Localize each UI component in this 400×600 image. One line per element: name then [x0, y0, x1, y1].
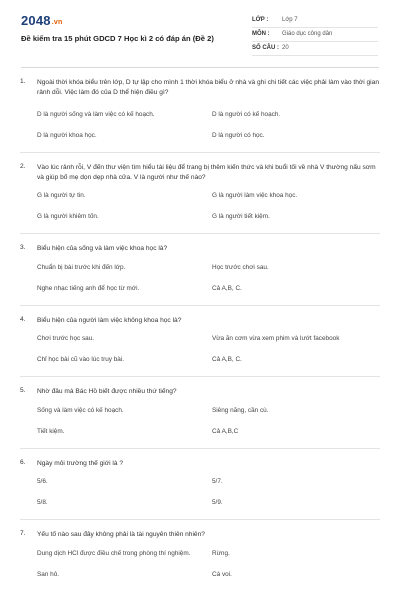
- question: [0, 316, 400, 377]
- meta-label: LỚP :: [252, 17, 269, 23]
- question-number: 3.: [20, 244, 26, 251]
- answer-option[interactable]: Dung dịch HCl được điều chế trong phòng thí nghiệm.: [37, 549, 191, 557]
- answer-option[interactable]: 5/7.: [212, 478, 223, 485]
- answer-options: [37, 477, 380, 519]
- meta-label: SỐ CÂU :: [252, 45, 279, 51]
- answer-option[interactable]: D là người có kế hoạch.: [212, 111, 281, 118]
- question: [0, 163, 400, 233]
- question-number: 6.: [20, 458, 26, 466]
- answer-options: [37, 406, 380, 448]
- answer-options: [37, 334, 380, 376]
- meta-info: [252, 14, 378, 56]
- answer-options: [37, 110, 380, 152]
- answer-option[interactable]: Cả A,B, C.: [212, 356, 242, 363]
- answer-options: [37, 549, 380, 591]
- answer-option[interactable]: Tiết kiệm.: [37, 427, 65, 435]
- question-text: Ngoài thời khóa biểu trên lớp, D tự lập cho mình 1 thời khóa biểu ở nhà và ghi chi tiết các việc phải làm vào thời gian rảnh dỗi. Việc làm đó của D thể hiện điều gì?: [37, 79, 379, 96]
- answer-option[interactable]: San hô.: [37, 570, 60, 578]
- question-list: [0, 78, 400, 591]
- answer-option[interactable]: Chơi trước học sau.: [37, 335, 95, 342]
- question: [0, 530, 400, 591]
- meta-row-count: [252, 42, 378, 56]
- question-divider: [20, 152, 380, 153]
- question: [0, 459, 400, 520]
- question-number: 7.: [20, 530, 26, 537]
- answer-option[interactable]: Chỉ học bài cũ vào lúc truy bài.: [37, 356, 125, 363]
- question-number: 5.: [20, 387, 26, 394]
- question-divider: [20, 519, 380, 520]
- question-text: Yếu tố nào sau đây không phải là tài nguyên thiên nhiên?: [37, 531, 205, 538]
- answer-option[interactable]: G là người tự tin.: [37, 192, 86, 199]
- answer-option[interactable]: 5/9.: [212, 499, 223, 506]
- question-text: Vào lúc rảnh rỗi, V đến thư viện tìm hiểu tài liệu để trang bị thêm kiến thức và khi buổi tối về nhà V thường nấu sơm và giúp bố mẹ dọn dẹp nhà cửa. V là người như thế nào?: [37, 164, 376, 181]
- answer-option[interactable]: Cả A,B, C.: [212, 284, 242, 292]
- question-text: Ngày môi trường thế giới là ?: [37, 459, 123, 467]
- question-divider: [20, 233, 380, 234]
- answer-option[interactable]: G là người khiêm tốn.: [37, 213, 99, 220]
- meta-row-class: [252, 14, 378, 28]
- logo-suffix: .vn: [51, 19, 63, 26]
- answer-option[interactable]: G là người làm việc khoa học.: [212, 192, 298, 199]
- meta-value: Giáo dục công dân: [282, 31, 333, 37]
- meta-value: Lớp 7: [282, 17, 298, 23]
- question-text: Biểu hiện của người làm việc không khoa học là?: [37, 316, 182, 324]
- site-logo[interactable]: [21, 13, 62, 28]
- answer-option[interactable]: D là người khoa học.: [37, 132, 97, 139]
- answer-option[interactable]: 5/6.: [37, 478, 48, 485]
- answer-option[interactable]: Cá voi.: [212, 570, 232, 578]
- answer-option[interactable]: D là người sống và làm việc có kế hoạch.: [37, 111, 155, 118]
- question-divider: [20, 376, 380, 377]
- answer-option[interactable]: G là người tiết kiệm.: [212, 213, 270, 220]
- question: [0, 78, 400, 152]
- question-text: Nhờ đâu mà Bác Hồ biết được nhiều thứ tiếng?: [37, 388, 177, 395]
- answer-options: [37, 263, 380, 305]
- answer-option[interactable]: Chuẩn bị bài trước khi đến lớp.: [37, 263, 126, 271]
- answer-option[interactable]: Vừa ăn cơm vừa xem phim và lướt facebook: [212, 335, 340, 342]
- question-divider: [20, 305, 380, 306]
- answer-option[interactable]: Học trước chơi sau.: [212, 263, 269, 271]
- answer-option[interactable]: D là người có học.: [212, 132, 265, 139]
- meta-row-subject: [252, 28, 378, 42]
- meta-label: MÔN :: [252, 31, 270, 37]
- answer-option[interactable]: Cả A,B,C: [212, 427, 239, 435]
- question-number: 2.: [20, 163, 26, 170]
- question-number: 1.: [20, 78, 26, 85]
- question-divider: [20, 448, 380, 449]
- answer-option[interactable]: Rừng.: [212, 549, 230, 557]
- answer-option[interactable]: Nghe nhạc tiếng anh để học từ mới.: [37, 284, 140, 292]
- meta-value: 20: [282, 45, 289, 51]
- answer-option[interactable]: 5/8.: [37, 499, 48, 506]
- question-text: Biểu hiện của sống và làm việc khoa học là?: [37, 245, 168, 252]
- question-number: 4.: [20, 315, 26, 323]
- page-title: Đề kiểm tra 15 phút GDCD 7 Học kì 2 có đáp án (Đề 2): [21, 34, 214, 43]
- answer-options: [37, 191, 380, 233]
- header-divider: [21, 67, 379, 68]
- question: [0, 244, 400, 305]
- page-header: [0, 0, 400, 64]
- answer-option[interactable]: Sống và làm việc có kế hoạch.: [37, 406, 124, 414]
- logo-main: 2048: [21, 13, 51, 28]
- answer-option[interactable]: Siêng năng, cần cù.: [212, 406, 269, 414]
- question: [0, 387, 400, 448]
